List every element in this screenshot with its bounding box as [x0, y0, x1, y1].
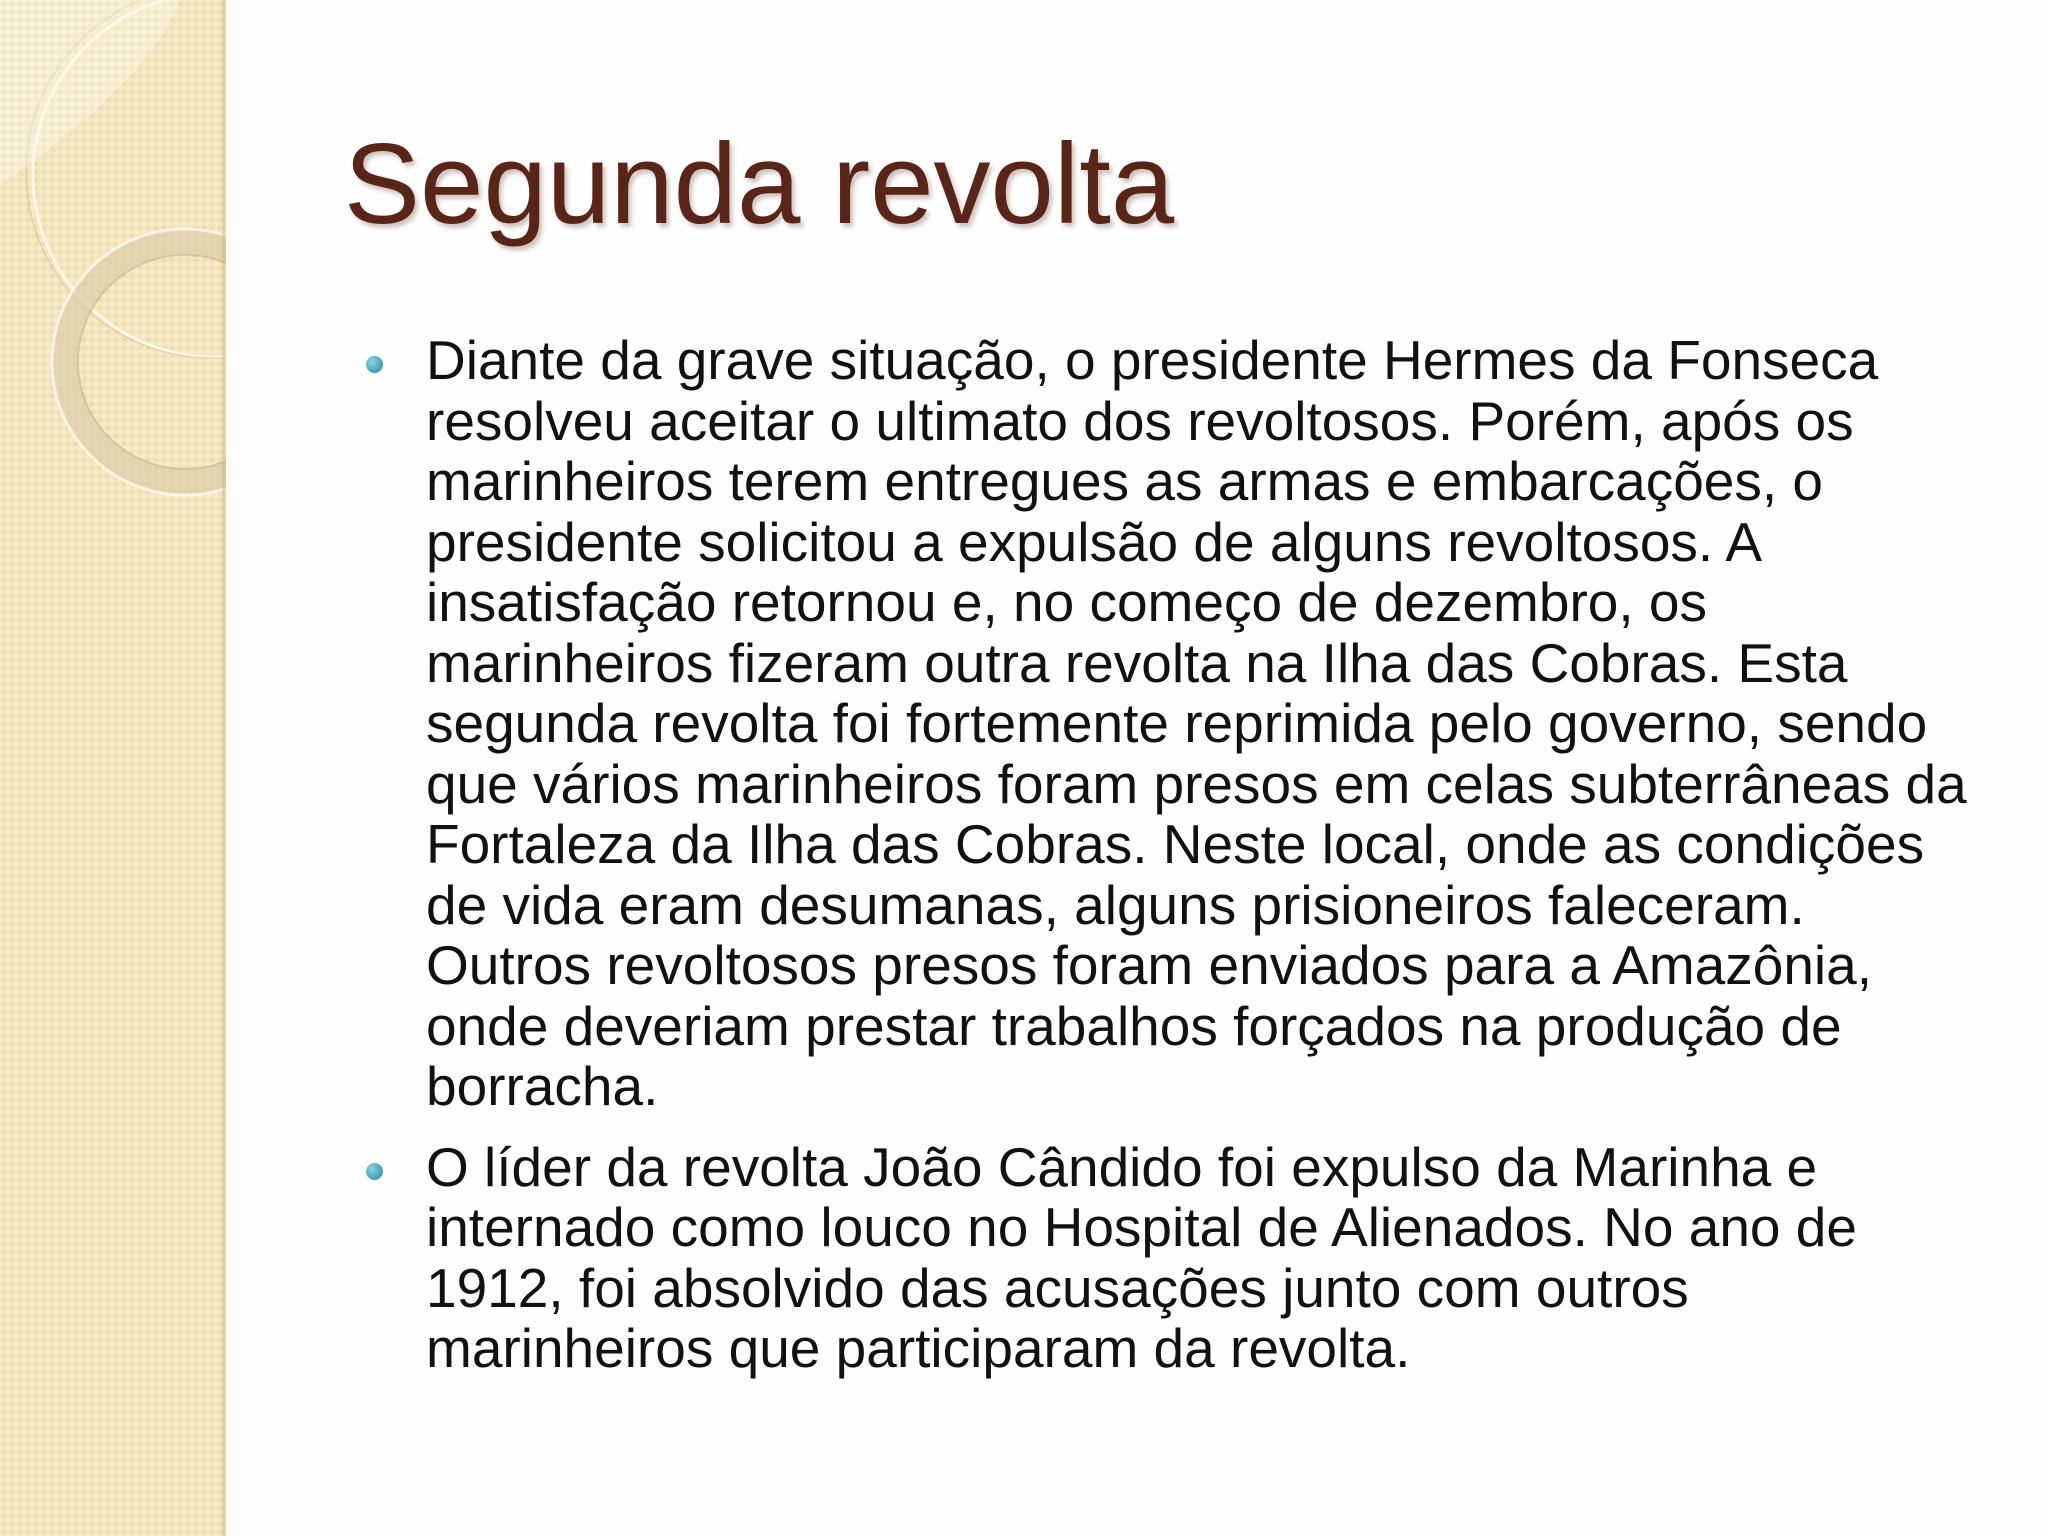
sidebar-shadow: [222, 0, 226, 1536]
bullet-icon: [366, 356, 383, 373]
bullet-item: [362, 1137, 1982, 1379]
decorative-sidebar: [0, 0, 226, 1536]
bullet-list: [362, 330, 1982, 1399]
ring-ornament-icon: [0, 0, 226, 520]
bullet-icon: [366, 1163, 383, 1180]
slide-title: Segunda revolta: [344, 121, 1175, 248]
bullet-item: [362, 330, 1982, 1117]
bullet-text: Diante da grave situação, o presidente Hermes da Fonseca resolveu aceitar o ultimato dos revoltosos. Porém, após os marinheiros terem entregues as armas e embarcações, o presidente solicitou a expulsão de alguns revoltosos. A insatisfação retornou e, no começo de dezembro, os marinheiros fizeram outra revolta na Ilha das Cobras. Esta segunda revolta foi fortemente reprimida pelo governo, sendo que vários marinheiros foram presos em celas subterrâneas da Fortaleza da Ilha das Cobras. Neste local, onde as condições de vida eram desumanas, alguns prisioneiros faleceram. Outros revoltosos presos foram enviados para a Amazônia, onde deveriam prestar trabalhos forçados na produção de borracha.: [426, 329, 1967, 1117]
bullet-text: O líder da revolta João Cândido foi expulso da Marinha e internado como louco no Hospital de Alienados. No ano de 1912, foi absolvido das acusações junto com outros marinheiros que participaram da revolta.: [426, 1135, 1857, 1379]
